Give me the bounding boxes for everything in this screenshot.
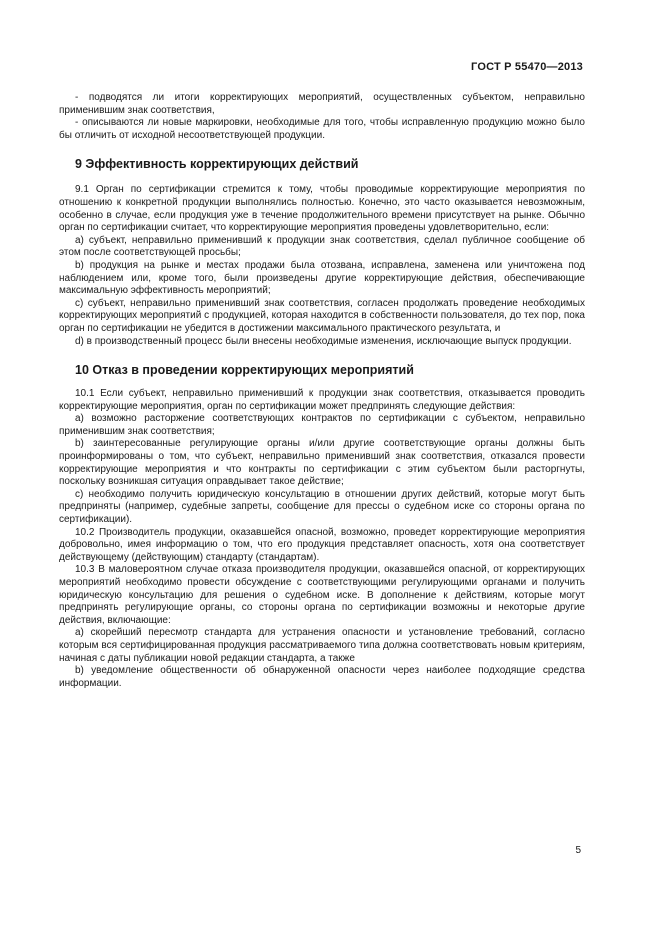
page-number: 5 (575, 845, 581, 856)
section-9-paragraph: d) в производственный процесс были внесены необходимые изменения, исключающие выпуск продукции. (75, 335, 572, 347)
section-10-paragraph: 10.1 Если субъект, неправильно применивший к продукции знак соответствия, отказывается проводить корректирующие мероприятия, орган по сертификации может предпринять следующие действия: (59, 388, 585, 412)
section-10-paragraph: c) необходимо получить юридическую консультацию в отношении других действий, которые могут быть предприняты (например, судебные запреты, сообщение для прессы о судебном иске со стороны органа по сертификации). (59, 488, 585, 526)
section-10-paragraph: b) уведомление общественности об обнаруженной опасности через наиболее подходящие средства информации. (59, 665, 585, 689)
page-content (59, 92, 585, 690)
section-10-paragraph: b) заинтересованные регулирующие органы и/или другие соответствующие органы должны быть проинформированы о том, что субъект, неправильно применивший знак соответствия, отказался провести корректирующие мероприятия и что контракты по сертификации с этим субъектом были расторгнуты, поскольку возникшая ситуация оправдывает такое действие; (59, 438, 585, 488)
section-10-paragraph: 10.3 В маловероятном случае отказа производителя продукции, оказавшейся опасной, от корректирующих мероприятий необходимо провести обсуждение с соответствующими регулирующими органами и получить юридическую консультацию для решения о судебном иске. В дополнение к действиям, которые могут предпринять регулирующие органы, со стороны органа по сертификации возможны и некоторые другие действия, включающие: (59, 564, 585, 626)
section-9-paragraph: a) субъект, неправильно применивший к продукции знак соответствия, сделал публичное сообщение об этом после соответствующей просьбы; (59, 234, 585, 259)
section-10-heading: 10 Отказ в проведении корректирующих мероприятий (75, 363, 414, 378)
section-10-paragraph: a) скорейший пересмотр стандарта для устранения опасности и установление требований, согласно которым вся сертифицированная продукция рассматриваемого типа должна соответствовать новым критериям, начиная с даты публикации новой редакции стандарта, а также (59, 627, 585, 664)
section-9-paragraph: c) субъект, неправильно применивший знак соответствия, согласен продолжать проведение необходимых корректирующих мероприятий с продукцией, которая находится в собственности пользователя, до тех пор, пока орган по сертификации не убедится в достижении максимального практического результата, и (59, 297, 585, 334)
section-10-paragraph: a) возможно расторжение соответствующих контрактов по сертификации с субъектом, неправильно применившим знак соответствия; (59, 413, 585, 437)
standard-id: ГОСТ Р 55470—2013 (471, 61, 583, 73)
section-9-heading: 9 Эффективность корректирующих действий (75, 157, 359, 172)
intro-paragraph: - подводятся ли итоги корректирующих мероприятий, осуществленных субъектом, неправильно применившим знак соответствия, (59, 92, 585, 116)
intro-paragraph: - описываются ли новые маркировки, необходимые для того, чтобы исправленную продукцию можно было бы отличить от исходной несоответствующей продукции. (59, 117, 585, 141)
section-9-paragraph: 9.1 Орган по сертификации стремится к тому, чтобы проводимые корректирующие мероприятия по отношению к конкретной продукции выполнялись полностью. Конечно, это часто оказывается невозможным, особенно в случае, если продукция уже в течение продолжительного времени присутствует на рынке. Обычно орган по сертификации считает, что корректирующие мероприятия проведены удовлетворительно, если: (59, 184, 585, 234)
section-9-paragraph: b) продукция на рынке и местах продажи была отозвана, исправлена, заменена или уничтожена под наблюдением или, кроме того, были произведены другие корректирующие действия, обеспечивающие максимальную эффективность мероприятий; (59, 259, 585, 297)
section-10-paragraph: 10.2 Производитель продукции, оказавшейся опасной, возможно, проведет корректирующие мероприятия добровольно, имея информацию о том, что его продукция представляет опасность, хотя она соответствует действующему (действующим) стандарту (стандартам). (59, 526, 585, 563)
